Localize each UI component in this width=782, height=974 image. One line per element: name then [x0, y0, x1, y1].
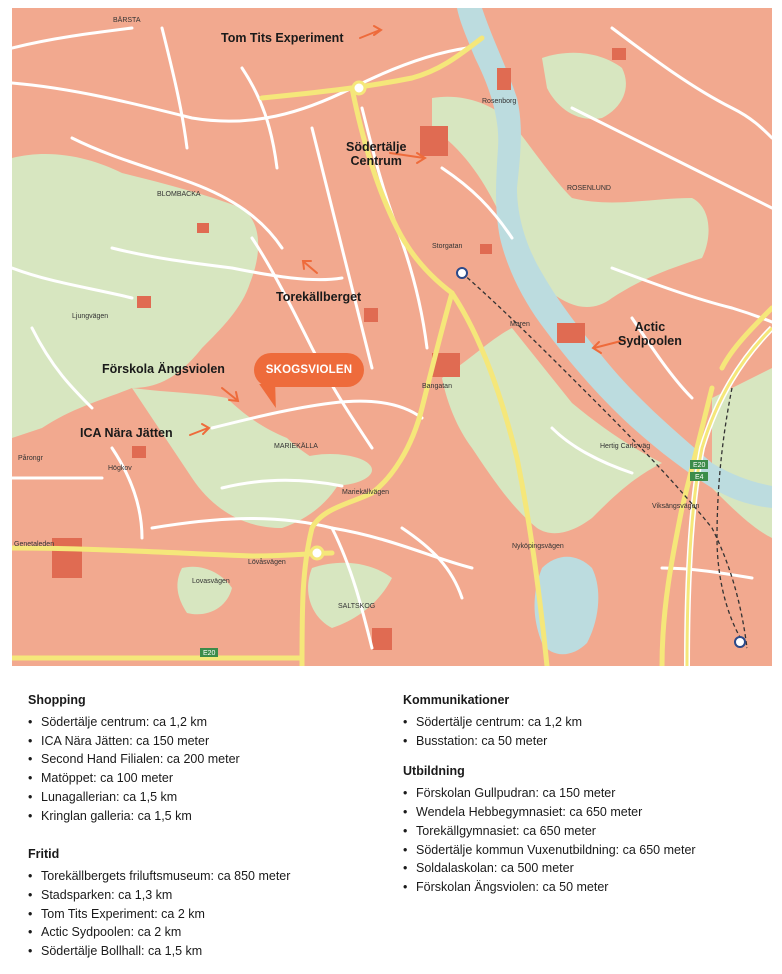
legend-item: • Södertälje Bollhall: ca 1,5 km: [28, 942, 378, 961]
label-lovsvagen: Lovasvägen: [192, 578, 230, 585]
callout-ica[interactable]: ICA Nära Jätten: [80, 426, 173, 440]
legend-left: [28, 693, 378, 974]
skogsviolen-pin[interactable]: SKOGSVIOLEN: [254, 353, 364, 387]
label-hogkov: Högkov: [108, 465, 132, 472]
legend-item: • Matöppet: ca 100 meter: [28, 769, 378, 788]
callout-tom-tits[interactable]: Tom Tits Experiment: [221, 31, 344, 45]
legend-right: [403, 693, 773, 910]
label-mariekallavagen: Mariekällvägen: [342, 489, 390, 496]
label-rosenlund: ROSENLUND: [567, 185, 611, 192]
legend-section-shopping: [28, 693, 378, 825]
callout-centrum[interactable]: Södertälje Centrum: [346, 140, 407, 168]
label-lovasvagen: Lövåsvägen: [248, 559, 286, 566]
label-maren: Maren: [510, 321, 530, 328]
label-bangatan: Bangatan: [422, 383, 452, 390]
label-blombacka: BLOMBACKA: [157, 191, 201, 198]
label-ljungvagen: Ljungvägen: [72, 313, 109, 320]
legend-item: • Tom Tits Experiment: ca 2 km: [28, 905, 378, 924]
legend-item: • Kringlan galleria: ca 1,5 km: [28, 807, 378, 826]
legend-item: • Soldalaskolan: ca 500 meter: [403, 859, 773, 878]
legend-heading-fritid: Fritid: [28, 847, 60, 862]
legend-item: • Actic Sydpoolen: ca 2 km: [28, 923, 378, 942]
legend-item: • Förskolan Ängsviolen: ca 50 meter: [403, 878, 773, 897]
legend-heading-kommunikationer: Kommunikationer: [403, 693, 510, 707]
e20-shield-2: E20: [203, 650, 216, 657]
legend-section-kommunikationer: [403, 693, 773, 750]
legend-heading-shopping: Shopping: [28, 693, 86, 707]
legend-item: • Södertälje centrum: ca 1,2 km: [28, 713, 378, 732]
legend-item: • Torekällgymnasiet: ca 650 meter: [403, 822, 773, 841]
callout-torekallberget[interactable]: Torekällberget: [276, 290, 362, 304]
legend-item: • Södertälje kommun Vuxenutbildning: ca 650 meter: [403, 841, 773, 860]
legend-item: • Lunagallerian: ca 1,5 km: [28, 788, 378, 807]
label-barsta: BÄRSTA: [113, 17, 141, 24]
label-saltskog: SALTSKOG: [338, 603, 376, 610]
callout-forskola[interactable]: Förskola Ängsviolen: [102, 362, 225, 376]
label-rosenborg: Rosenborg: [482, 98, 517, 105]
e4-shield: E4: [695, 474, 704, 481]
label-viksangsvagen: Viksängsvägen: [652, 503, 700, 510]
label-genetaleden: Genetaleden: [14, 541, 55, 548]
legend-list-fritid: [28, 867, 378, 961]
legend-heading-utbildning: Utbildning: [403, 764, 465, 779]
label-hertig-carls-vag: Hertig Carls väg: [600, 443, 651, 450]
legend-item: • Busstation: ca 50 meter: [403, 732, 773, 751]
legend-item: • ICA Nära Jätten: ca 150 meter: [28, 732, 378, 751]
legend-item: • Förskolan Gullpudran: ca 150 meter: [403, 784, 773, 803]
legend-section-utbildning: [403, 764, 773, 896]
label-nykopingsvagen: Nyköpingsvägen: [512, 543, 564, 550]
legend-item: • Second Hand Filialen: ca 200 meter: [28, 750, 378, 769]
legend-list-kommunikationer: [403, 713, 773, 750]
e20-shield: E20: [693, 462, 706, 469]
label-mariekalla: MARIEKÄLLA: [274, 443, 318, 450]
legend-list-shopping: [28, 713, 378, 825]
map[interactable]: [12, 8, 772, 666]
label-pargrund: Pårongr: [18, 455, 43, 462]
legend-item: • Wendela Hebbegymnasiet: ca 650 meter: [403, 803, 773, 822]
legend-section-fritid: [28, 847, 378, 961]
callout-actic[interactable]: Actic Sydpoolen: [618, 320, 682, 348]
label-storgatan: Storgatan: [432, 243, 463, 250]
legend-item: • Södertälje centrum: ca 1,2 km: [403, 713, 773, 732]
legend-item: • Stadsparken: ca 1,3 km: [28, 886, 378, 905]
legend-item: • Torekällbergets friluftsmuseum: ca 850 meter: [28, 867, 378, 886]
legend-list-utbildning: [403, 784, 773, 896]
